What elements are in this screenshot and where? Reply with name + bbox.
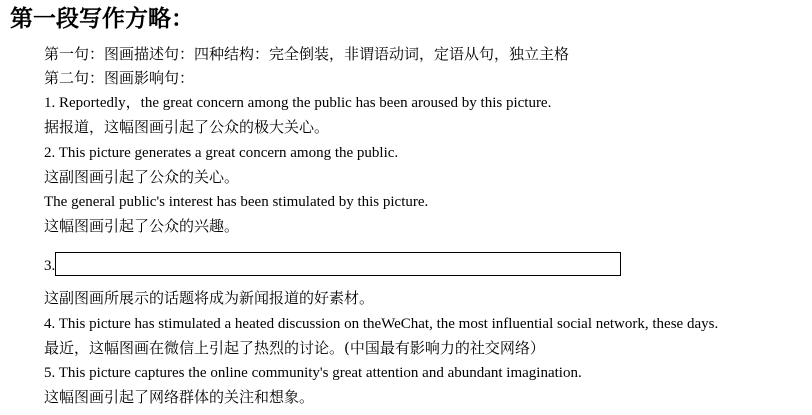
example-1-english: 1. Reportedly，the great concern among the public has been aroused by this picture. [44, 95, 552, 111]
example-4-chinese: 最近，这幅图画在微信上引起了热烈的讨论。(中国最有影响力的社交网络） [44, 339, 545, 357]
example-2b-chinese: 这幅图画引起了公众的兴趣。 [44, 217, 240, 235]
second-sentence-strategy: 第二句：图画影响句： [44, 69, 195, 87]
example-4-english: 4. This picture has stimulated a heated discussion on theWeChat, the most influential social network, these days. [44, 316, 719, 332]
first-sentence-strategy: 第一句：图画描述句：四种结构：完全倒装，非谓语动词，定语从句，独立主格 [44, 45, 570, 63]
example-2-chinese: 这副图画引起了公众的关心。 [44, 168, 240, 186]
example-5-english: 5. This picture captures the online community's great attention and abundant imagination. [44, 365, 582, 381]
example-1-chinese: 据报道，这幅图画引起了公众的极大关心。 [44, 118, 330, 136]
example-3-row [44, 250, 621, 276]
example-2-english: 2. This picture generates a great concern among the public. [44, 145, 399, 161]
example-3-answer-input[interactable] [55, 252, 621, 276]
example-3-chinese: 这副图画所展示的话题将成为新闻报道的好素材。 [44, 289, 375, 307]
example-5-chinese: 这幅图画引起了网络群体的关注和想象。 [44, 388, 315, 406]
example-3-number: 3. [44, 258, 56, 274]
section-heading: 第一段写作方略： [10, 5, 194, 32]
example-2b-english: The general public's interest has been stimulated by this picture. [44, 194, 429, 210]
